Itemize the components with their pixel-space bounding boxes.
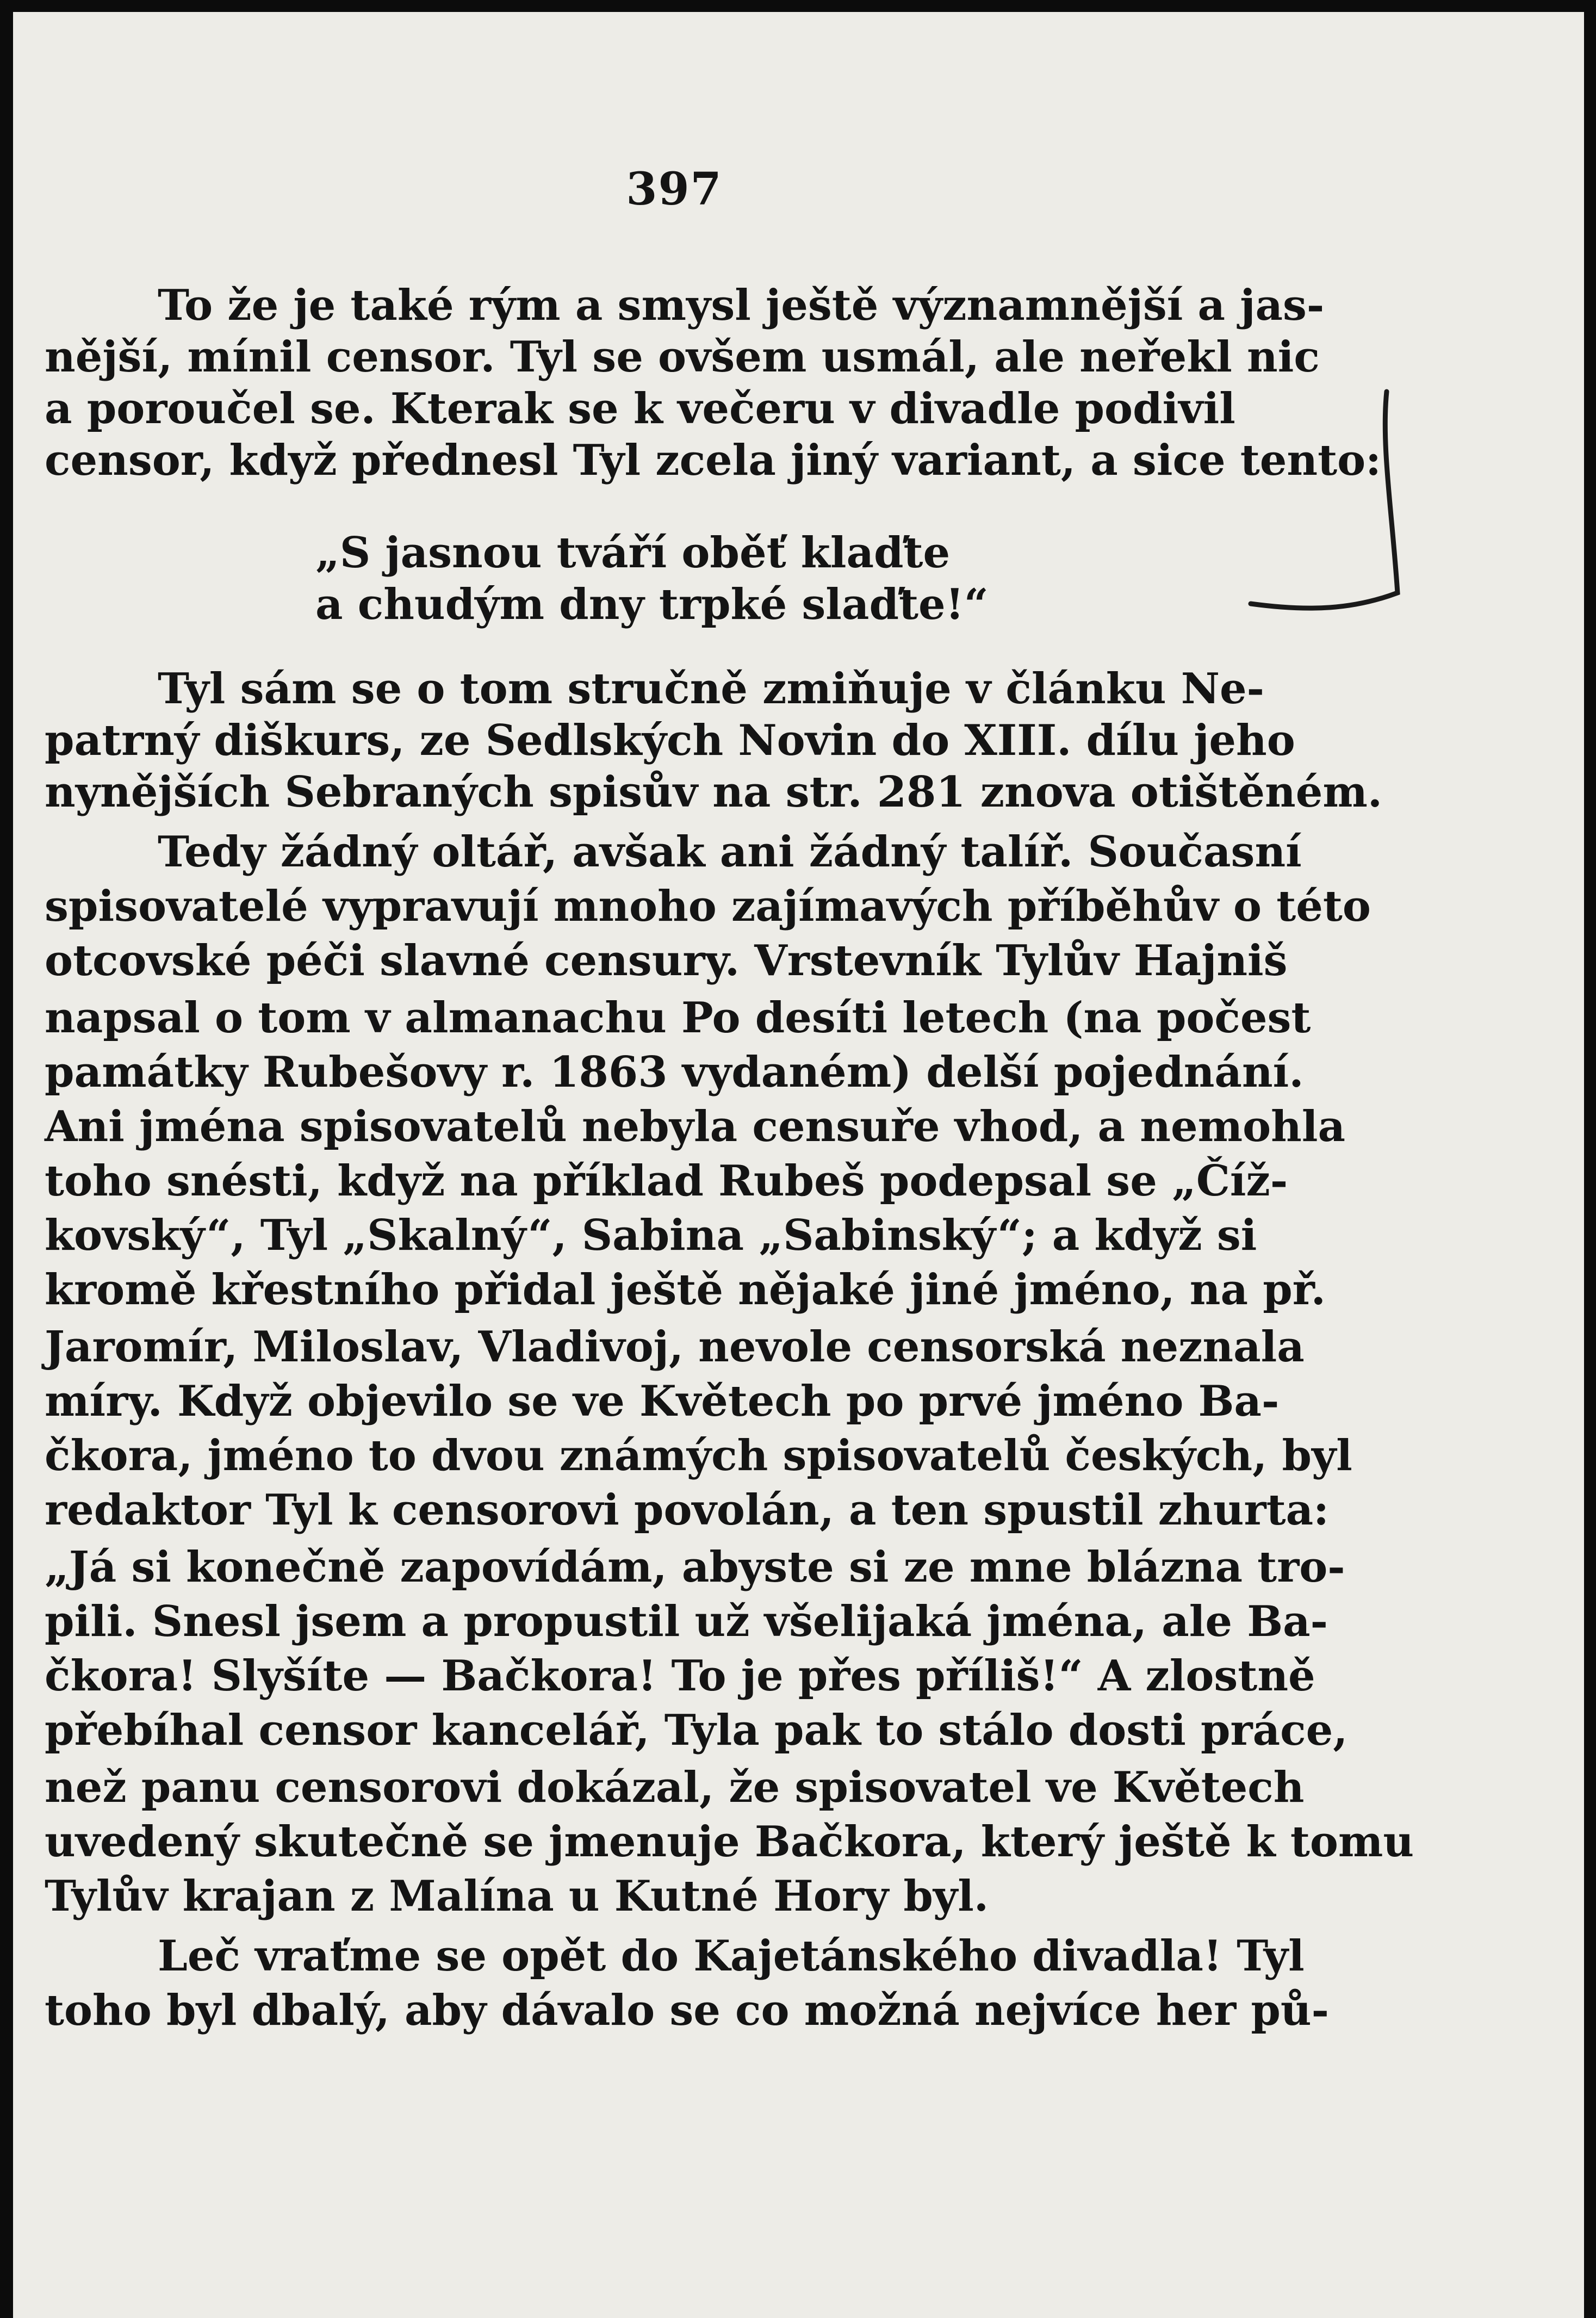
text-line: čkora, jméno to dvou známých spisovatelů českých, byl: [45, 1431, 1352, 1480]
pencil-bracket-mark: [1218, 381, 1414, 620]
text-line: Jaromír, Miloslav, Vladivoj, nevole censorská neznala: [45, 1322, 1305, 1372]
text-line: Ani jména spisovatelů nebyla censuře vhod, a nemohla: [45, 1102, 1346, 1151]
page-number: 397: [626, 163, 723, 215]
text-line: Tedy žádný oltář, avšak ani žádný talíř. Současní: [158, 827, 1302, 877]
text-line: nynějších Sebraných spisův na str. 281 znova otištěném.: [45, 767, 1383, 817]
text-line: a poroučel se. Kterak se k večeru v divadle podivil: [45, 384, 1235, 433]
verse-line: a chudým dny trpké slaďte!“: [315, 580, 989, 629]
text-line: otcovské péči slavné censury. Vrstevník Tylův Hajniš: [45, 936, 1288, 986]
text-line: censor, když přednesl Tyl zcela jiný variant, a sice tento:: [45, 436, 1381, 485]
text-line: [158, 661, 1264, 717]
text-line: památky Rubešovy r. 1863 vydaném) delší pojednání.: [45, 1048, 1304, 1097]
text-line: nější, mínil censor. Tyl se ovšem usmál, ale neřekl nic: [45, 332, 1320, 382]
text-line: spisovatelé vypravují mnoho zajímavých příběhův o této: [45, 882, 1371, 931]
text-line: čkora! Slyšíte — Bačkora! To je přes příliš!“ A zlostně: [45, 1651, 1315, 1701]
text-run: Tyl sám se o tom stručně zmiňuje v článku Ne-: [158, 664, 1265, 714]
text-line: Leč vraťme se opět do Kajetánského divadla! Tyl: [158, 1931, 1305, 1981]
text-line: Tylův krajan z Malína u Kutné Hory byl.: [45, 1871, 989, 1921]
text-line: uvedený skutečně se jmenuje Bačkora, který ještě k tomu: [45, 1817, 1414, 1867]
scan-border-right: [1584, 0, 1596, 2318]
text-line: redaktor Tyl k censorovi povolán, a ten spustil zhurta:: [45, 1485, 1329, 1535]
text-line: patrný diškurs, ze Sedlských Novin do XIII. dílu jeho: [45, 716, 1295, 765]
text-line: než panu censorovi dokázal, že spisovatel ve Květech: [45, 1763, 1305, 1812]
text-line: „Já si konečně zapovídám, abyste si ze mne blázna tro-: [45, 1542, 1345, 1592]
text-line: pili. Snesl jsem a propustil už všelijaká jména, ale Ba-: [45, 1597, 1328, 1646]
scan-border-top: [0, 0, 1596, 12]
text-line: To že je také rým a smysl ještě významnější a jas-: [158, 281, 1325, 330]
text-line: kovský“, Tyl „Skalný“, Sabina „Sabinský“; a když si: [45, 1211, 1257, 1260]
scan-border-left: [0, 0, 13, 2318]
text-line: toho byl dbalý, aby dávalo se co možná nejvíce her pů-: [45, 1986, 1329, 2035]
text-line: míry. Když objevilo se ve Květech po prvé jméno Ba-: [45, 1377, 1280, 1426]
text-line: přebíhal censor kancelář, Tyla pak to stálo dosti práce,: [45, 1706, 1348, 1755]
text-line: kromě křestního přidal ještě nějaké jiné jméno, na př.: [45, 1265, 1326, 1315]
text-line: toho snésti, když na příklad Rubeš podepsal se „Číž-: [45, 1156, 1288, 1206]
verse-line: „S jasnou tváří oběť klaďte: [315, 528, 951, 578]
text-line: napsal o tom v almanachu Po desíti letech (na počest: [45, 993, 1311, 1043]
